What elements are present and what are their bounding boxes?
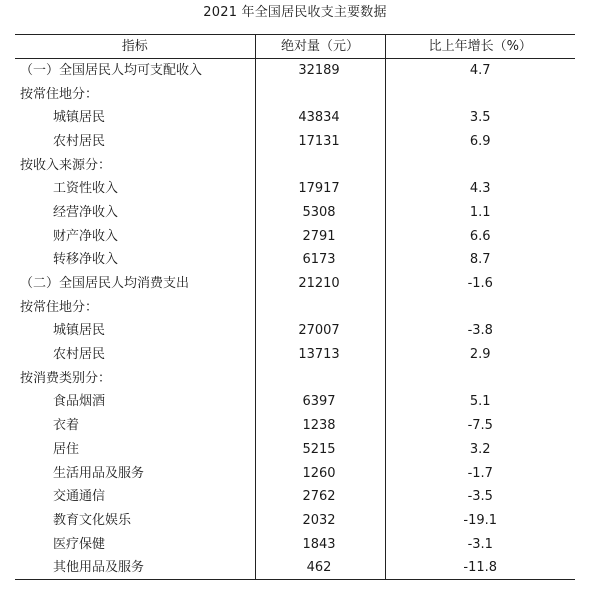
- header-indicator: 指标: [15, 35, 255, 59]
- row-growth-value: 2.9: [385, 343, 575, 367]
- row-growth-value: 6.6: [385, 224, 575, 248]
- row-item-label: 居住: [53, 441, 80, 457]
- header-row: [15, 35, 575, 59]
- table-row: [15, 130, 575, 154]
- row-growth-value: -1.6: [385, 272, 575, 296]
- table-row: [15, 319, 575, 343]
- table-row: [15, 272, 575, 296]
- row-growth-value: [385, 82, 575, 106]
- table-title: 2021 年全国居民收支主要数据: [203, 5, 387, 20]
- row-growth-value: 5.1: [385, 390, 575, 414]
- row-growth-value: [385, 153, 575, 177]
- row-item-label: 其他用品及服务: [15, 556, 255, 580]
- row-growth-value: -19.1: [385, 509, 575, 533]
- row-growth-value: [385, 295, 575, 319]
- row-absolute-value: 21210: [255, 272, 385, 296]
- row-growth-value: 3.5: [385, 106, 575, 130]
- row-item-label: 转移净收入: [53, 252, 119, 268]
- row-growth-value: 4.7: [385, 59, 575, 83]
- row-growth-value: -3.1: [385, 532, 575, 556]
- row-absolute-value: 17131: [255, 130, 385, 154]
- header-absolute-amount: 绝对量（元）: [255, 35, 385, 59]
- row-category-label: 按消费类别分：: [20, 370, 112, 386]
- table-row: [15, 438, 575, 462]
- table-row: [15, 414, 575, 438]
- row-item-label: 医疗保健: [53, 536, 106, 552]
- row-absolute-value: 462: [255, 556, 385, 580]
- row-item-label: 衣着: [53, 418, 80, 434]
- table-row: [15, 366, 575, 390]
- row-item-label: 财产净收入: [53, 228, 119, 244]
- row-item-label: 城镇居民: [53, 110, 106, 126]
- table-row: [15, 295, 575, 319]
- table-row: [15, 106, 575, 130]
- table-row: [15, 485, 575, 509]
- table-row: [15, 556, 575, 580]
- row-absolute-value: 17917: [255, 177, 385, 201]
- row-item-label: 食品烟酒: [53, 394, 106, 410]
- table-row: [15, 343, 575, 367]
- table-row: [15, 82, 575, 106]
- row-absolute-value: 1260: [255, 461, 385, 485]
- row-absolute-value: 2762: [255, 485, 385, 509]
- row-growth-value: 4.3: [385, 177, 575, 201]
- row-growth-value: -3.5: [385, 485, 575, 509]
- table-row: [15, 532, 575, 556]
- row-absolute-value: 2791: [255, 224, 385, 248]
- row-growth-value: 3.2: [385, 438, 575, 462]
- row-item-label: 教育文化娱乐: [53, 512, 132, 528]
- row-growth-value: -1.7: [385, 461, 575, 485]
- row-growth-value: 8.7: [385, 248, 575, 272]
- row-growth-value: 6.9: [385, 130, 575, 154]
- row-absolute-value: [255, 82, 385, 106]
- row-absolute-value: 5308: [255, 201, 385, 225]
- row-item-label: 工资性收入: [53, 181, 119, 197]
- row-absolute-value: 32189: [255, 59, 385, 83]
- row-item-label: 经营净收入: [53, 204, 119, 220]
- row-absolute-value: 2032: [255, 509, 385, 533]
- row-category-label: 按常住地分：: [20, 86, 99, 102]
- table-row: [15, 177, 575, 201]
- row-absolute-value: 27007: [255, 319, 385, 343]
- row-absolute-value: [255, 295, 385, 319]
- row-category-label: 按收入来源分：: [20, 157, 112, 173]
- row-absolute-value: 1843: [255, 532, 385, 556]
- row-absolute-value: 6397: [255, 390, 385, 414]
- row-item-label: 农村居民: [53, 347, 106, 363]
- row-item-label: 生活用品及服务: [53, 465, 145, 481]
- row-absolute-value: 5215: [255, 438, 385, 462]
- table-body: [15, 59, 575, 580]
- table-row: [15, 461, 575, 485]
- row-absolute-value: [255, 153, 385, 177]
- table-row: [15, 201, 575, 225]
- header-growth-rate: 比上年增长（%）: [385, 35, 575, 59]
- table-row: [15, 224, 575, 248]
- row-absolute-value: 43834: [255, 106, 385, 130]
- table-row: [15, 153, 575, 177]
- row-growth-value: -11.8: [385, 556, 575, 580]
- row-growth-value: -3.8: [385, 319, 575, 343]
- row-item-label: 城镇居民: [53, 323, 106, 339]
- row-item-label: 农村居民: [53, 133, 106, 149]
- income-expenditure-table: [15, 34, 575, 580]
- table-row: [15, 390, 575, 414]
- row-absolute-value: 13713: [255, 343, 385, 367]
- row-growth-value: 1.1: [385, 201, 575, 225]
- row-category-label: （一）全国居民人均可支配收入: [20, 63, 203, 79]
- row-absolute-value: 1238: [255, 414, 385, 438]
- row-growth-value: [385, 366, 575, 390]
- row-absolute-value: [255, 366, 385, 390]
- row-category-label: （二）全国居民人均消费支出: [20, 276, 190, 292]
- row-category-label: 按常住地分：: [20, 299, 99, 315]
- table-row: [15, 248, 575, 272]
- row-absolute-value: 6173: [255, 248, 385, 272]
- table-row: [15, 509, 575, 533]
- row-growth-value: -7.5: [385, 414, 575, 438]
- table-row: [15, 59, 575, 83]
- row-item-label: 交通通信: [53, 489, 106, 505]
